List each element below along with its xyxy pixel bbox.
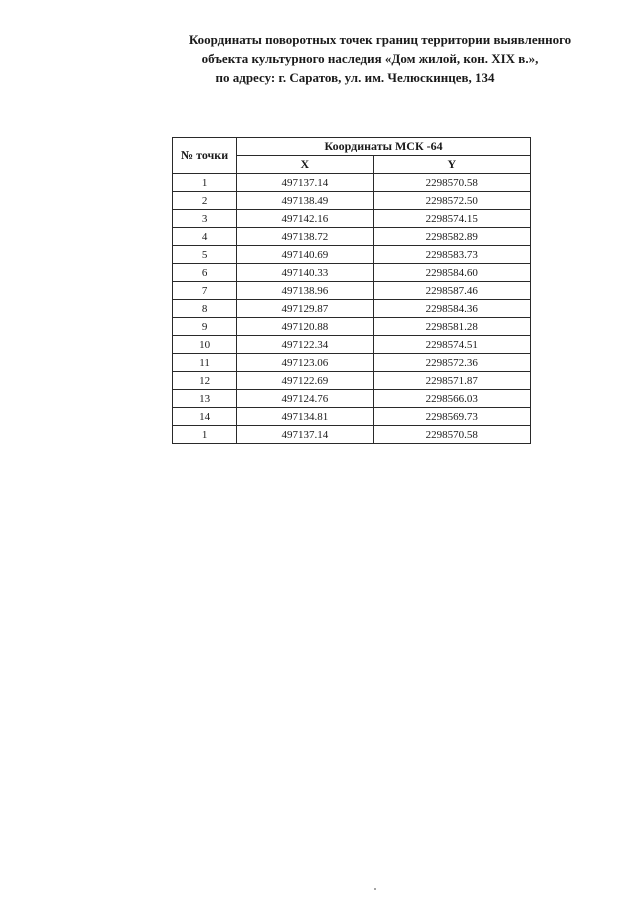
table-body <box>173 174 531 444</box>
x-coordinate-cell: 497124.76 <box>237 390 373 408</box>
table-row <box>173 174 531 192</box>
y-coordinate-cell: 2298583.73 <box>373 246 530 264</box>
point-number-cell: 1 <box>173 174 237 192</box>
x-coordinate-cell: 497137.14 <box>237 426 373 444</box>
point-number-cell: 13 <box>173 390 237 408</box>
table-row <box>173 318 531 336</box>
point-number-cell: 6 <box>173 264 237 282</box>
point-number-cell: 14 <box>173 408 237 426</box>
table-row <box>173 192 531 210</box>
x-coordinate-cell: 497122.69 <box>237 372 373 390</box>
table-row <box>173 372 531 390</box>
y-coordinate-cell: 2298570.58 <box>373 426 530 444</box>
header-y: Y <box>373 156 530 174</box>
point-number-cell: 3 <box>173 210 237 228</box>
table-row <box>173 336 531 354</box>
y-coordinate-cell: 2298570.58 <box>373 174 530 192</box>
x-coordinate-cell: 497140.33 <box>237 264 373 282</box>
y-coordinate-cell: 2298584.36 <box>373 300 530 318</box>
document-title <box>110 30 610 87</box>
point-number-cell: 5 <box>173 246 237 264</box>
table-row <box>173 246 531 264</box>
y-coordinate-cell: 2298584.60 <box>373 264 530 282</box>
point-number-cell: 1 <box>173 426 237 444</box>
y-coordinate-cell: 2298572.36 <box>373 354 530 372</box>
table-row <box>173 354 531 372</box>
title-line-2: объекта культурного наследия «Дом жилой, кон. XIX в.», <box>201 51 539 66</box>
point-number-cell: 7 <box>173 282 237 300</box>
y-coordinate-cell: 2298571.87 <box>373 372 530 390</box>
coordinates-table <box>172 137 531 444</box>
y-coordinate-cell: 2298581.28 <box>373 318 530 336</box>
x-coordinate-cell: 497137.14 <box>237 174 373 192</box>
y-coordinate-cell: 2298574.15 <box>373 210 530 228</box>
point-number-cell: 9 <box>173 318 237 336</box>
x-coordinate-cell: 497142.16 <box>237 210 373 228</box>
header-x: X <box>237 156 373 174</box>
y-coordinate-cell: 2298582.89 <box>373 228 530 246</box>
x-coordinate-cell: 497122.34 <box>237 336 373 354</box>
table-row <box>173 228 531 246</box>
scan-speck <box>374 888 376 890</box>
point-number-cell: 10 <box>173 336 237 354</box>
table-row <box>173 210 531 228</box>
point-number-cell: 8 <box>173 300 237 318</box>
y-coordinate-cell: 2298566.03 <box>373 390 530 408</box>
title-line-3: по адресу: г. Саратов, ул. им. Челюскинцев, 134 <box>215 70 495 85</box>
y-coordinate-cell: 2298569.73 <box>373 408 530 426</box>
y-coordinate-cell: 2298587.46 <box>373 282 530 300</box>
x-coordinate-cell: 497134.81 <box>237 408 373 426</box>
x-coordinate-cell: 497138.96 <box>237 282 373 300</box>
point-number-cell: 4 <box>173 228 237 246</box>
table-row <box>173 264 531 282</box>
point-number-cell: 12 <box>173 372 237 390</box>
x-coordinate-cell: 497123.06 <box>237 354 373 372</box>
table-row <box>173 282 531 300</box>
x-coordinate-cell: 497138.49 <box>237 192 373 210</box>
point-number-cell: 11 <box>173 354 237 372</box>
x-coordinate-cell: 497129.87 <box>237 300 373 318</box>
x-coordinate-cell: 497140.69 <box>237 246 373 264</box>
table-row <box>173 390 531 408</box>
x-coordinate-cell: 497138.72 <box>237 228 373 246</box>
title-line-1: Координаты поворотных точек границ территории выявленного <box>188 32 572 47</box>
table-row <box>173 300 531 318</box>
table-row <box>173 408 531 426</box>
y-coordinate-cell: 2298574.51 <box>373 336 530 354</box>
header-point-number: № точки <box>173 138 237 174</box>
y-coordinate-cell: 2298572.50 <box>373 192 530 210</box>
point-number-cell: 2 <box>173 192 237 210</box>
x-coordinate-cell: 497120.88 <box>237 318 373 336</box>
header-coordinates-system: Координаты МСК -64 <box>237 138 531 156</box>
table-row <box>173 426 531 444</box>
